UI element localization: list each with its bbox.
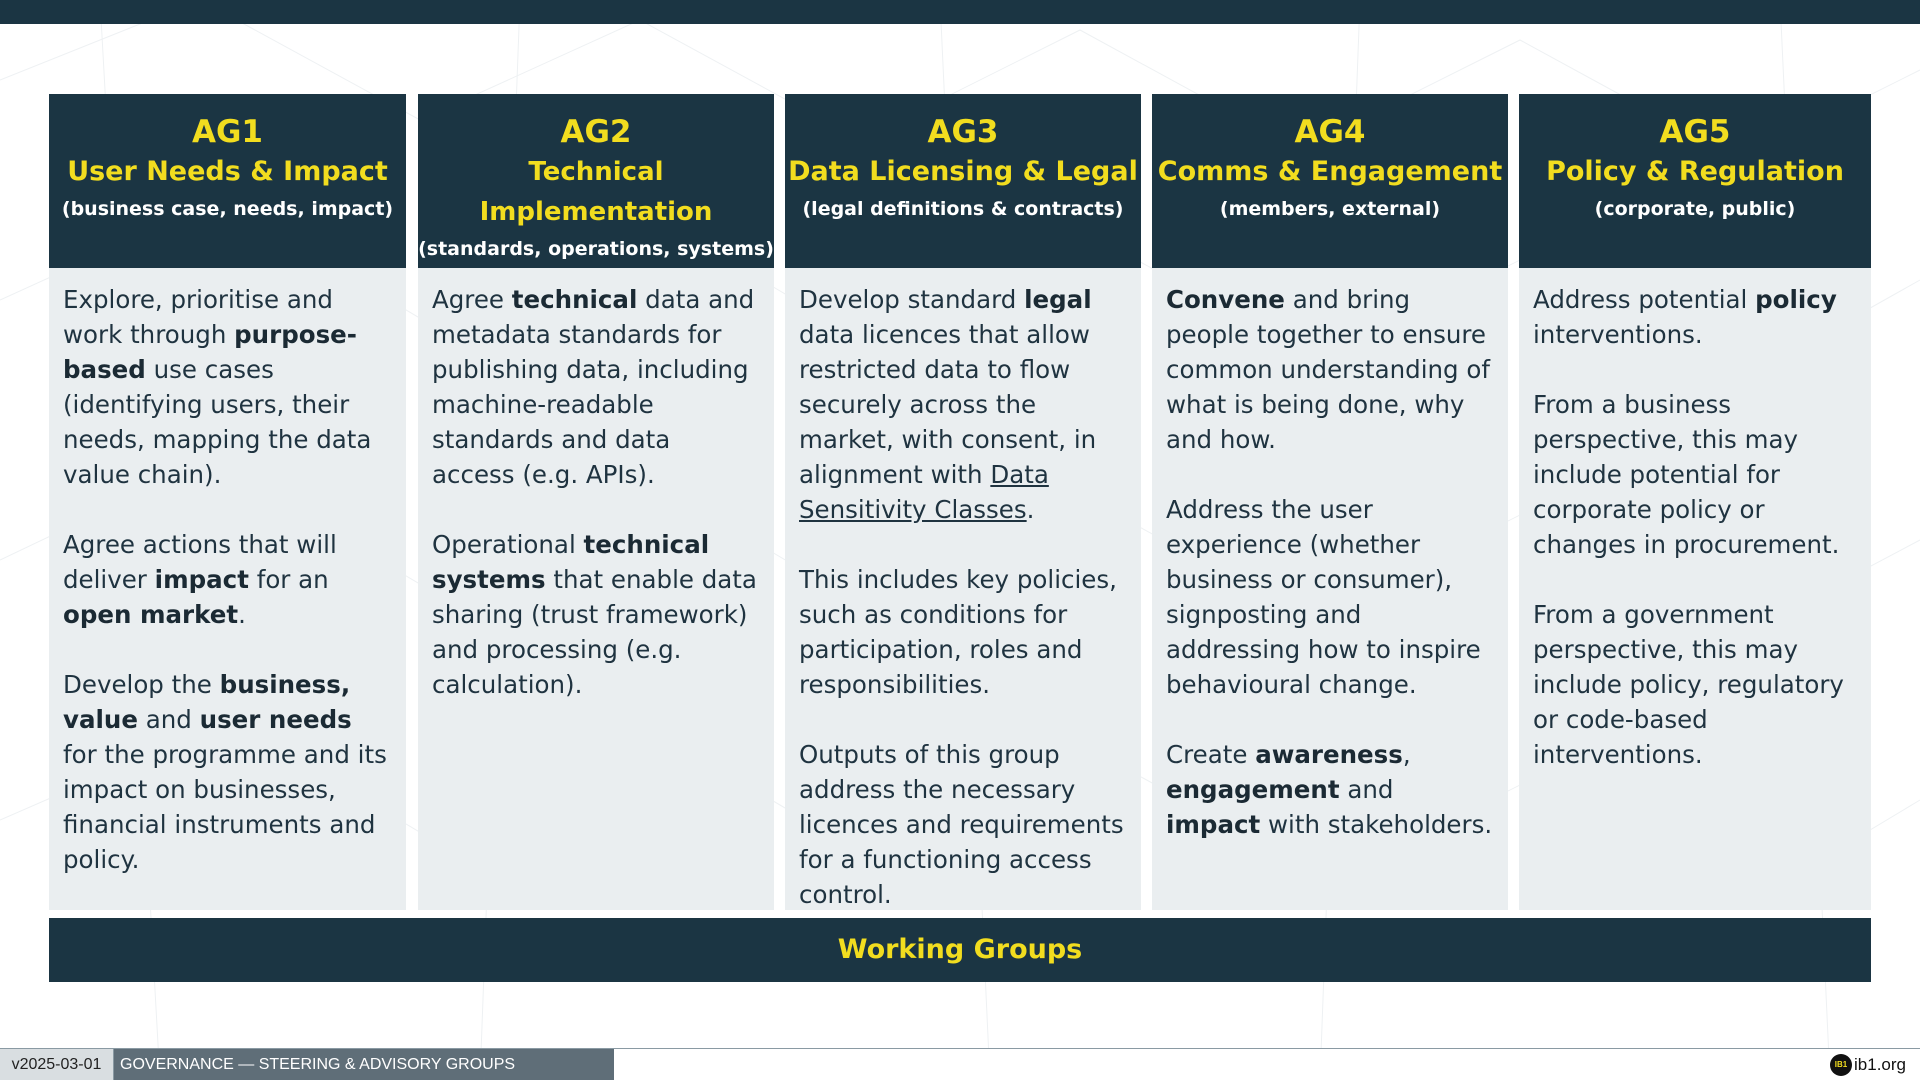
- group-column-ag2: [418, 94, 774, 910]
- group-code: AG3: [927, 114, 999, 150]
- body-text: From a business perspective, this may include potential for corporate policy or changes in procurement.: [1533, 390, 1840, 559]
- group-header: [1519, 94, 1871, 268]
- paragraph: [432, 282, 760, 492]
- group-code: AG1: [191, 114, 263, 150]
- emphasis-text: impact: [1166, 810, 1261, 839]
- paragraph: [63, 282, 392, 492]
- version-label: v2025-03-01: [0, 1049, 114, 1080]
- emphasis-text: legal: [1024, 285, 1092, 314]
- body-text: that enable data sharing (trust framework) and processing (e.g. calculation).: [432, 565, 757, 699]
- group-column-ag4: [1152, 94, 1508, 910]
- emphasis-text: policy: [1755, 285, 1837, 314]
- body-text: Create: [1166, 740, 1256, 769]
- emphasis-text: technical: [511, 285, 638, 314]
- emphasis-text: user needs: [199, 705, 352, 734]
- body-text: for the programme and its impact on businesses, financial instruments and policy.: [63, 740, 387, 874]
- body-text: with stakeholders.: [1260, 810, 1493, 839]
- body-text: and: [137, 705, 200, 734]
- paragraph: [799, 737, 1127, 912]
- group-subtitle: (members, external): [1219, 198, 1441, 220]
- group-subtitle: (business case, needs, impact): [61, 198, 394, 220]
- group-body: [785, 268, 1141, 912]
- paragraph: [1166, 737, 1494, 842]
- emphasis-text: business, value: [63, 670, 351, 734]
- body-text: Address potential: [1533, 285, 1756, 314]
- body-text: This includes key policies, such as conditions for participation, roles and responsibilities.: [799, 565, 1117, 699]
- group-column-ag3: [785, 94, 1141, 910]
- group-code: AG5: [1659, 114, 1731, 150]
- paragraph: [63, 667, 392, 877]
- body-text: From a government perspective, this may include policy, regulatory or code-based interventions.: [1533, 600, 1844, 769]
- emphasis-text: purpose-based: [63, 320, 357, 384]
- body-text: Develop the: [63, 670, 220, 699]
- paragraph: [1533, 597, 1857, 772]
- body-text: for an: [248, 565, 329, 594]
- group-title: Policy & Regulation: [1546, 156, 1844, 187]
- body-text: .: [238, 600, 246, 629]
- group-subtitle: (legal definitions & contracts): [802, 198, 1124, 220]
- group-body: [1519, 268, 1871, 910]
- group-body: [418, 268, 774, 910]
- paragraph: [63, 527, 392, 632]
- group-title: Data Licensing & Legal: [788, 156, 1138, 187]
- group-code: AG2: [560, 114, 632, 150]
- body-text: interventions.: [1533, 320, 1703, 349]
- body-text: Agree actions that will deliver: [63, 530, 337, 594]
- brand-link[interactable]: ib1.org: [1854, 1054, 1906, 1074]
- group-title: User Needs & Impact: [67, 156, 388, 187]
- advisory-groups: [49, 94, 1871, 910]
- working-groups-bar: Working Groups: [49, 918, 1871, 982]
- paragraph: [799, 282, 1127, 527]
- body-text: Develop standard: [799, 285, 1025, 314]
- paragraph: [1533, 282, 1857, 352]
- top-bar: [0, 0, 1920, 24]
- group-subtitle: (standards, operations, systems): [418, 238, 774, 260]
- paragraph: [432, 527, 760, 702]
- group-title: Technical Implementation: [479, 157, 713, 227]
- paragraph: [799, 562, 1127, 702]
- body-text: Operational: [432, 530, 584, 559]
- paragraph: [1166, 282, 1494, 457]
- body-text: Outputs of this group address the necessary licences and requirements for a functioning access control.: [799, 740, 1124, 909]
- group-header: [785, 94, 1141, 268]
- section-title: GOVERNANCE — STEERING & ADVISORY GROUPS: [114, 1049, 614, 1080]
- group-code: AG4: [1294, 114, 1366, 150]
- body-text: use cases (identifying users, their needs, mapping the data value chain).: [63, 355, 372, 489]
- body-text: Agree: [432, 285, 512, 314]
- body-text: Address the user experience (whether business or consumer), signposting and addressing how to inspire behavioural change.: [1166, 495, 1481, 699]
- group-header: [1152, 94, 1508, 268]
- body-text: Explore, prioritise and work through: [63, 285, 333, 349]
- emphasis-text: Convene: [1166, 285, 1285, 314]
- group-header: [49, 94, 406, 268]
- group-header: [418, 94, 774, 268]
- footer: [0, 1048, 1920, 1080]
- data-sensitivity-link[interactable]: Data Sensitivity Classes: [799, 460, 1049, 524]
- group-column-ag1: [49, 94, 406, 910]
- paragraph: [1166, 492, 1494, 702]
- body-text: and bring people together to ensure common understanding of what is being done, why and how.: [1166, 285, 1491, 454]
- emphasis-text: impact: [154, 565, 249, 594]
- emphasis-text: technical systems: [432, 530, 710, 594]
- body-text: and: [1339, 775, 1394, 804]
- group-column-ag5: [1519, 94, 1871, 910]
- emphasis-text: awareness: [1255, 740, 1403, 769]
- body-text: data and metadata standards for publishing data, including machine-readable standards and data access (e.g. APIs).: [432, 285, 755, 489]
- brand[interactable]: [1830, 1049, 1906, 1080]
- body-text: ,: [1402, 740, 1411, 769]
- emphasis-text: open market: [63, 600, 239, 629]
- body-text: data licences that allow restricted data to flow securely across the market, with consent, in alignment with: [799, 320, 1097, 489]
- body-text: .: [1026, 495, 1035, 524]
- emphasis-text: engagement: [1166, 775, 1340, 804]
- group-body: [1152, 268, 1508, 910]
- group-title: Comms & Engagement: [1157, 156, 1503, 187]
- ib1-logo-icon: IB1: [1830, 1054, 1852, 1076]
- group-subtitle: (corporate, public): [1594, 198, 1796, 220]
- group-body: [49, 268, 406, 947]
- paragraph: [1533, 387, 1857, 562]
